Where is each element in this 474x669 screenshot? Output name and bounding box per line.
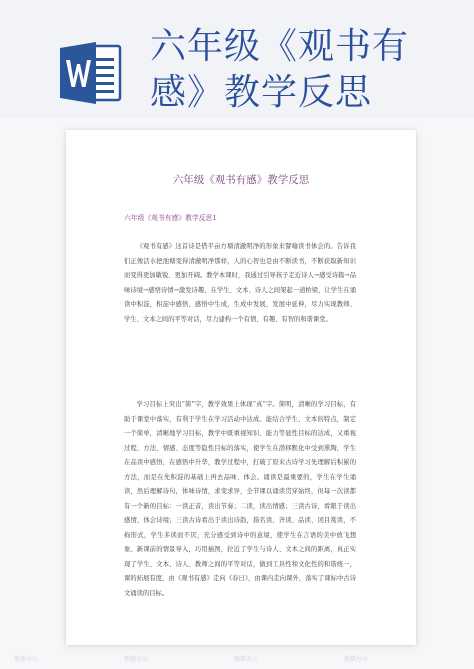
section-heading: 六年级《观书有感》教学反思1 (124, 214, 217, 222)
document-page (66, 130, 416, 645)
watermark: 熊猫办公 (124, 656, 149, 663)
preview-header (0, 0, 474, 118)
watermark: 熊猫办公 (14, 656, 39, 663)
word-document-icon (60, 40, 122, 106)
watermark: 熊猫办公 (344, 656, 369, 663)
header-title: 六年级《观书有感》教学反思 (150, 26, 410, 113)
paragraph-2: 学习目标上突出“简”字，教学效果上体现“真”字。简明，清晰的学习目标，有助于课堂中落实，有利于学生在学习活动中达成。能结合学生、文本的特点，制定一个简单，清晰地学习目标，教学中既重视知识、能力等显性目标的达成，又重视过程、方法、情感、态度等隐性目标的落实，使学生在潜移默化中受到熏陶，学生在品读中感悟，在感悟中升华，教学过程中，打破了原来古诗学习先理解后积累的方法，而是在先积淀的基础上再去品味、体会。诵读是最重要的，学生在学生诵读，然后理解诗句，体味诗情，求变求异，全节课以诵读贯穿始终，但每一次读都有一个新的目标：一读正音，读出节奏；二读，读出情感；三读古诗，看眼于读出感情，体会诗境；三读古诗看出于读出诗韵，指名读、齐读、品读、闭目赏读，不拘形式，学生多读而不厌，充分感受到诗中的意境，使学生在言语的美中放飞想象、新课前的情景导入，巧用插图，拉近了学生与诗人、文本之间的距离，真正实现了学生、文本、诗人、教师之间的平等对话，做到工具性和文化性的和谐统一，课的拓展有度，由《观书有感》走向《春日》，由课内走向课外，落实了课标中古诗文诵读的目标。 (124, 401, 356, 597)
paragraph-1: 《观书有感》这首诗是借半亩方塘清澈明净的形象来譬喻读书体会的。告诉我们正像活水把池塘变得清澈明净那样，人的心智也是由不断读书，不断获取新知识而变得更加敏锐、更加开阔。教学本课时，我通过引导孩子走近诗人→感受诗篇→品味诗境→感悟诗情→激发诗趣，在学生、文本、诗人之间架起一道桥梁，让学生在诵读中积淀，积淀中感悟，感悟中生成，生成中发展，发展中延伸，尽力实现教师、学生、文本之间的平等对话，尽力建构一个有情、有趣、有智的和谐课堂。 (124, 243, 356, 323)
document-title: 六年级《观书有感》教学反思 (172, 174, 310, 186)
watermark: 熊猫办公 (234, 656, 259, 663)
